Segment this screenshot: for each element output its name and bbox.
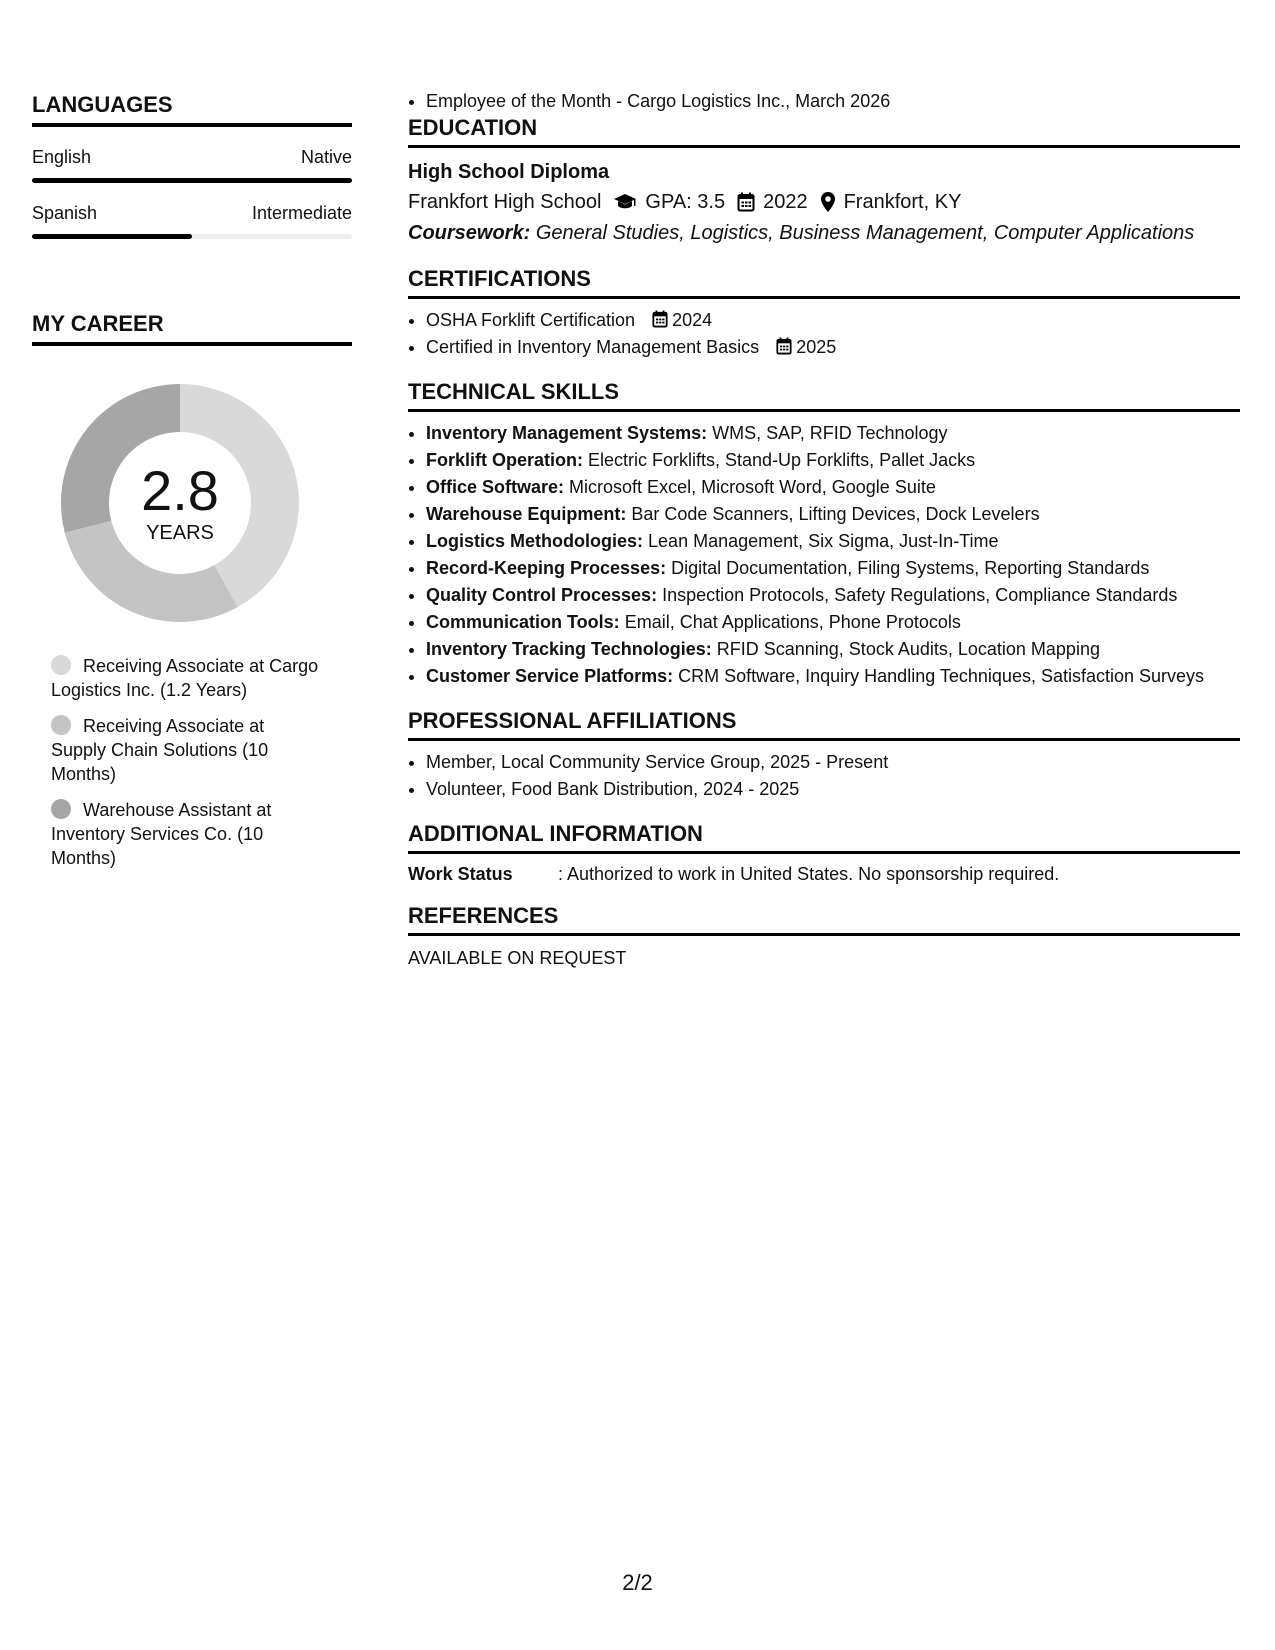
- language-bar-fill: [32, 178, 352, 183]
- calendar-icon: [776, 337, 792, 355]
- career-total: 2.8: [141, 458, 219, 522]
- affiliations-title: PROFESSIONAL AFFILIATIONS: [408, 708, 1240, 741]
- affiliations-list: [408, 749, 1240, 803]
- language-name: Spanish: [32, 203, 98, 223]
- graduation-cap-icon: [613, 193, 637, 211]
- certifications-title: CERTIFICATIONS: [408, 266, 1240, 299]
- skill-value: Inspection Protocols, Safety Regulations, Compliance Standards: [662, 585, 1178, 605]
- skill-value: CRM Software, Inquiry Handling Techniques, Satisfaction Surveys: [678, 666, 1205, 686]
- skill-label: Warehouse Equipment:: [426, 504, 627, 524]
- skill-value: Email, Chat Applications, Phone Protocols: [624, 612, 961, 632]
- language-level: Intermediate: [251, 203, 352, 223]
- skill-item: [426, 636, 1240, 663]
- work-status-value: : Authorized to work in United States. No sponsorship required.: [558, 864, 1060, 884]
- skill-item: [426, 447, 1240, 474]
- skills-list: [408, 420, 1240, 690]
- calendar-icon: [652, 310, 668, 328]
- skill-label: Inventory Tracking Technologies:: [426, 639, 712, 659]
- certifications-section: [408, 266, 1240, 361]
- references-section: [408, 903, 1240, 969]
- language-level: Native: [300, 147, 352, 167]
- left-column: [32, 92, 352, 882]
- skill-value: RFID Scanning, Stock Audits, Location Mapping: [716, 639, 1100, 659]
- skill-item: [426, 528, 1240, 555]
- skill-value: Digital Documentation, Filing Systems, Reporting Standards: [671, 558, 1150, 578]
- career-unit: YEARS: [146, 521, 214, 544]
- certification-name: Certified in Inventory Management Basics: [426, 337, 760, 357]
- skill-value: Lean Management, Six Sigma, Just-In-Time: [648, 531, 999, 551]
- certification-item: [426, 307, 1240, 334]
- skill-label: Logistics Methodologies:: [426, 531, 644, 551]
- career-section: [32, 311, 352, 870]
- language-bar-fill: [32, 234, 192, 239]
- certification-year: 2024: [672, 310, 713, 330]
- skill-label: Communication Tools:: [426, 612, 620, 632]
- education-location: Frankfort, KY: [843, 191, 962, 213]
- education-degree: High School Diploma: [408, 161, 610, 183]
- education-year: 2022: [763, 191, 808, 213]
- skill-item: [426, 420, 1240, 447]
- education-school: Frankfort High School: [408, 191, 602, 213]
- legend-item: [51, 798, 321, 870]
- skill-label: Customer Service Platforms:: [426, 666, 674, 686]
- skill-label: Inventory Management Systems:: [426, 423, 708, 443]
- affiliation-item: • Volunteer, Food Bank Distribution, 2024 - 2025: [426, 776, 1240, 803]
- education-section: [408, 115, 1240, 248]
- skill-value: Microsoft Excel, Microsoft Word, Google Suite: [569, 477, 936, 497]
- skill-item: [426, 663, 1240, 690]
- language-item: [32, 203, 352, 239]
- skill-item: [426, 474, 1240, 501]
- map-pin-icon: [820, 191, 836, 213]
- legend-item: [51, 654, 321, 702]
- career-donut-chart: [55, 378, 305, 628]
- legend-label: Receiving Associate at Cargo Logistics Inc. (1.2 Years): [51, 656, 319, 700]
- certification-item: [426, 334, 1240, 361]
- legend-label: Receiving Associate at Supply Chain Solutions (10 Months): [51, 716, 269, 784]
- skill-item: [426, 501, 1240, 528]
- additional-title: ADDITIONAL INFORMATION: [408, 821, 1240, 854]
- skill-label: Forklift Operation:: [426, 450, 583, 470]
- skill-value: WMS, SAP, RFID Technology: [712, 423, 948, 443]
- skill-label: Record-Keeping Processes:: [426, 558, 667, 578]
- education-coursework: [408, 218, 1240, 248]
- awards-list: [408, 88, 1240, 115]
- affiliation-item: • Member, Local Community Service Group, 2025 - Present: [426, 749, 1240, 776]
- skills-section: [408, 379, 1240, 690]
- additional-section: [408, 821, 1240, 885]
- legend-dot: [51, 655, 71, 675]
- skill-label: Office Software:: [426, 477, 565, 497]
- references-text: AVAILABLE ON REQUEST: [408, 948, 627, 968]
- legend-dot: [51, 715, 71, 735]
- skill-value: Bar Code Scanners, Lifting Devices, Dock Levelers: [631, 504, 1040, 524]
- education-title: EDUCATION: [408, 115, 1240, 148]
- affiliations-section: [408, 708, 1240, 803]
- legend-label: Warehouse Assistant at Inventory Services Co. (10 Months): [51, 800, 272, 868]
- language-bar: [32, 234, 352, 239]
- career-title: MY CAREER: [32, 311, 352, 346]
- skill-label: Quality Control Processes:: [426, 585, 658, 605]
- references-title: REFERENCES: [408, 903, 1240, 936]
- skill-item: [426, 582, 1240, 609]
- work-status-row: [408, 864, 1240, 885]
- certification-name: OSHA Forklift Certification: [426, 310, 636, 330]
- work-status-key: Work Status: [408, 864, 513, 884]
- languages-title: LANGUAGES: [32, 92, 352, 127]
- skill-value: Electric Forklifts, Stand-Up Forklifts, Pallet Jacks: [588, 450, 976, 470]
- certification-year: 2025: [796, 337, 837, 357]
- language-item: [32, 147, 352, 183]
- career-legend: [51, 654, 321, 870]
- page-number: 2/2: [622, 1570, 653, 1595]
- language-bar: [32, 178, 352, 183]
- calendar-icon: [737, 192, 755, 212]
- legend-dot: [51, 799, 71, 819]
- award-item: • Employee of the Month - Cargo Logistics Inc., March 2026: [426, 88, 1240, 115]
- skill-item: [426, 609, 1240, 636]
- skill-item: [426, 555, 1240, 582]
- certifications-list: [408, 307, 1240, 361]
- right-column: [408, 80, 1240, 969]
- education-details: [408, 186, 1240, 218]
- coursework-label: Coursework:: [408, 222, 531, 244]
- skills-title: TECHNICAL SKILLS: [408, 379, 1240, 412]
- coursework-value: General Studies, Logistics, Business Management, Computer Applications: [535, 222, 1195, 244]
- legend-item: [51, 714, 321, 786]
- language-name: English: [32, 147, 92, 167]
- education-gpa: GPA: 3.5: [645, 191, 726, 213]
